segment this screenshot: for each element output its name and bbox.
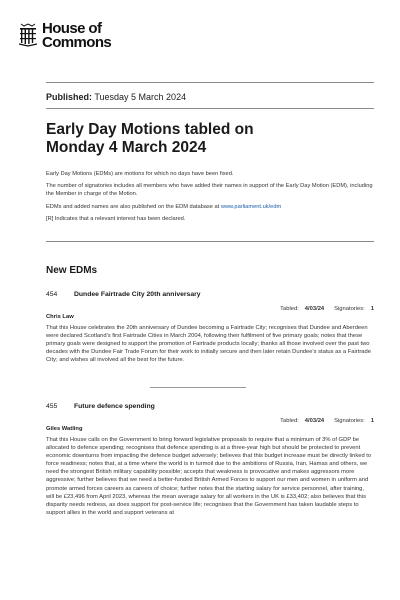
page-title xyxy=(46,121,366,157)
intro-notes xyxy=(46,170,376,227)
intro-paragraph: [R] Indicates that a relevant interest has been declared. xyxy=(46,215,186,222)
edm-member: Chris Law xyxy=(46,314,74,320)
tabled-date: 4/03/24 xyxy=(304,418,325,424)
logo-line-2: Commons xyxy=(42,34,112,51)
intro-paragraph: Early Day Motions (EDMs) are motions for which no days have been fixed. xyxy=(46,171,234,177)
house-of-commons-logo xyxy=(18,22,111,50)
intro-paragraph xyxy=(46,203,376,211)
signatories-label: Signatories: xyxy=(334,418,365,424)
logo-line-1: House of xyxy=(42,20,102,37)
edm-member: Giles Watling xyxy=(46,426,83,432)
divider xyxy=(46,108,374,109)
page-title-line-2: Monday 4 March 2024 xyxy=(46,139,207,156)
edm-title-row xyxy=(46,403,155,410)
page-title-line-1: Early Day Motions tabled on xyxy=(46,121,254,138)
edm-title: Dundee Fairtrade City 20th anniversary xyxy=(74,291,201,298)
tabled-label: Tabled: xyxy=(280,418,299,424)
divider xyxy=(46,241,374,242)
edm-motion-text: That this House calls on the Government to bring forward legislative proposals to require that a minimum of 3% of GDP be allocated to defence spending; recognises that defence spending is at a three-year high but should be protected to prevent economic downturns from impacting the defence budget adversely; believes that this budget increase must be directly linked to force readiness; notes that, at a time where the world is in turmoil due to the ambitions of Russia, Iran, Hamas and others, we need the strongest British military capability possible; accepts that weakness is provocative and makes aggressors more aggressive; further believes that we need a better-funded British Armed Forces to support our men and women in uniform and promote armed forces careers as careers of choice; further notes that the starting salary for service personnel, after training, will be £23,496 from April 2023, whereas the mean average salary for all workers in the UK is £33,402; also believes that this disparity needs redress, as does support for post-service life; recognises that the Government has taken laudable steps to support allies in the world and support veterans at xyxy=(46,437,372,516)
section-heading: New EDMs xyxy=(46,265,98,276)
edm-number: 454 xyxy=(46,291,58,298)
intro-text: EDMs and added names are also published on the EDM database at xyxy=(46,203,221,210)
portcullis-icon xyxy=(18,23,38,47)
edm-meta xyxy=(280,306,374,312)
tabled-date: 4/03/24 xyxy=(304,306,325,312)
edm-motion-text: That this House celebrates the 20th anniversary of Dundee becoming a Fairtrade City; recognises that Dundee and Aberdeen were declared Scotland's first Fairtrade Cities in March 2004, following their fulfilment of five primary goals; notes that these primary goals were designed to support the promotion of Fairtrade products locally; thanks all those involved over the past two decades with the Dundee Fair Trade Forum for their work to initially secure and then later retain Dundee's status as a Fairtrade City; and wishes all involved all the best for the future. xyxy=(46,325,371,364)
published-label: Published: xyxy=(46,92,93,102)
signatories-label: Signatories: xyxy=(334,306,365,312)
logo-wordmark xyxy=(42,22,111,50)
edm-meta xyxy=(280,418,374,424)
edm-title: Future defence spending xyxy=(74,403,155,410)
divider xyxy=(150,387,246,388)
tabled-label: Tabled: xyxy=(280,306,299,312)
edm-number: 455 xyxy=(46,403,58,410)
published-line xyxy=(46,92,186,102)
signatories-count: 1 xyxy=(370,306,374,312)
signatories-count: 1 xyxy=(370,418,374,424)
divider xyxy=(46,82,374,83)
intro-paragraph: The number of signatories includes all members who have added their names in support of the Early Day Motion (EDM), including the Member in charge of the Motion. xyxy=(46,183,373,198)
edm-database-link[interactable]: www.parliament.uk/edm xyxy=(220,203,282,210)
edm-title-row xyxy=(46,291,201,298)
published-date: Tuesday 5 March 2024 xyxy=(94,92,187,102)
